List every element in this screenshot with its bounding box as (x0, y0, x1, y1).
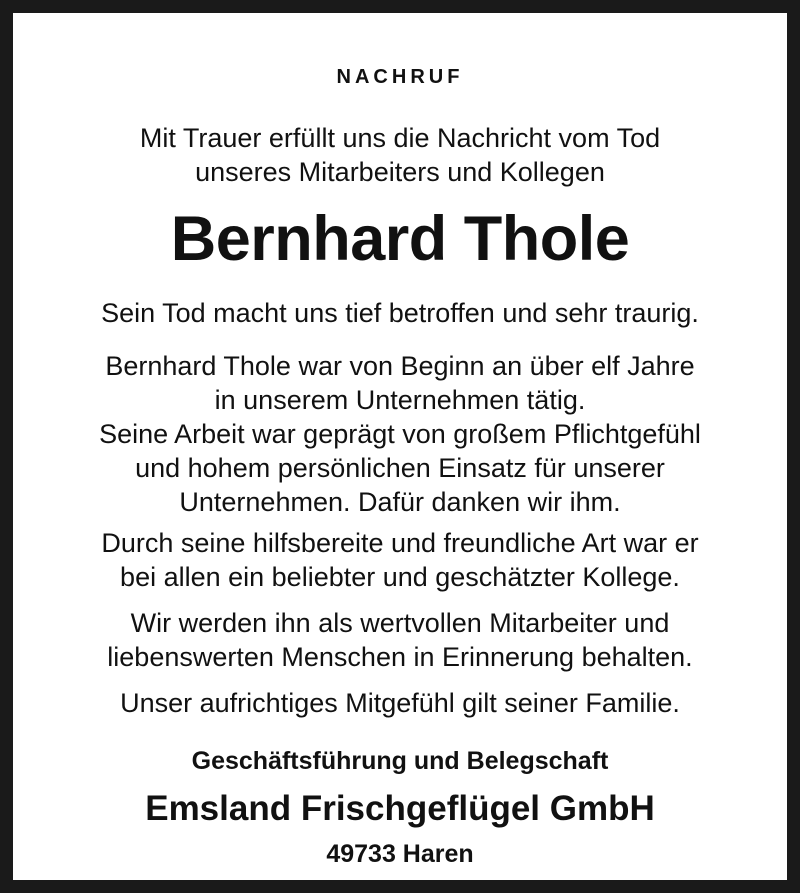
paragraph-line: bei allen ein beliebter und geschätzter Kollege. (120, 562, 680, 592)
signature-department: Geschäftsführung und Belegschaft (191, 747, 609, 775)
intro-text (26, 121, 774, 189)
paragraph-3 (26, 526, 774, 594)
paragraph-2 (26, 349, 774, 519)
paragraph-5 (26, 686, 774, 720)
paragraph-line: in unserem Unternehmen tätig. (214, 385, 586, 415)
intro-line: Mit Trauer erfüllt uns die Nachricht vom Tod (139, 123, 661, 153)
paragraph-line: Bernhard Thole war von Beginn an über elf Jahre (105, 351, 695, 381)
paragraph-line: Seine Arbeit war geprägt von großem Pflichtgefühl (99, 419, 701, 449)
paragraph-line: Durch seine hilfsbereite und freundliche Art war er (101, 528, 699, 558)
paragraph-line: Wir werden ihn als wertvollen Mitarbeiter und (130, 608, 670, 638)
paragraph-4 (26, 606, 774, 674)
obituary-heading: NACHRUF (336, 66, 464, 88)
intro-line: unseres Mitarbeiters und Kollegen (195, 157, 605, 187)
signature-location: 49733 Haren (326, 840, 474, 868)
paragraph-1 (26, 296, 774, 330)
signature-company: Emsland Frischgeflügel GmbH (145, 789, 655, 828)
paragraph-line: Sein Tod macht uns tief betroffen und sehr traurig. (101, 298, 699, 328)
paragraph-line: liebenswerten Menschen in Erinnerung behalten. (107, 642, 693, 672)
deceased-name: Bernhard Thole (170, 204, 630, 274)
paragraph-line: und hohem persönlichen Einsatz für unserer (135, 453, 665, 483)
paragraph-line: Unternehmen. Dafür danken wir ihm. (179, 487, 621, 517)
paragraph-line: Unser aufrichtiges Mitgefühl gilt seiner Familie. (120, 688, 680, 718)
